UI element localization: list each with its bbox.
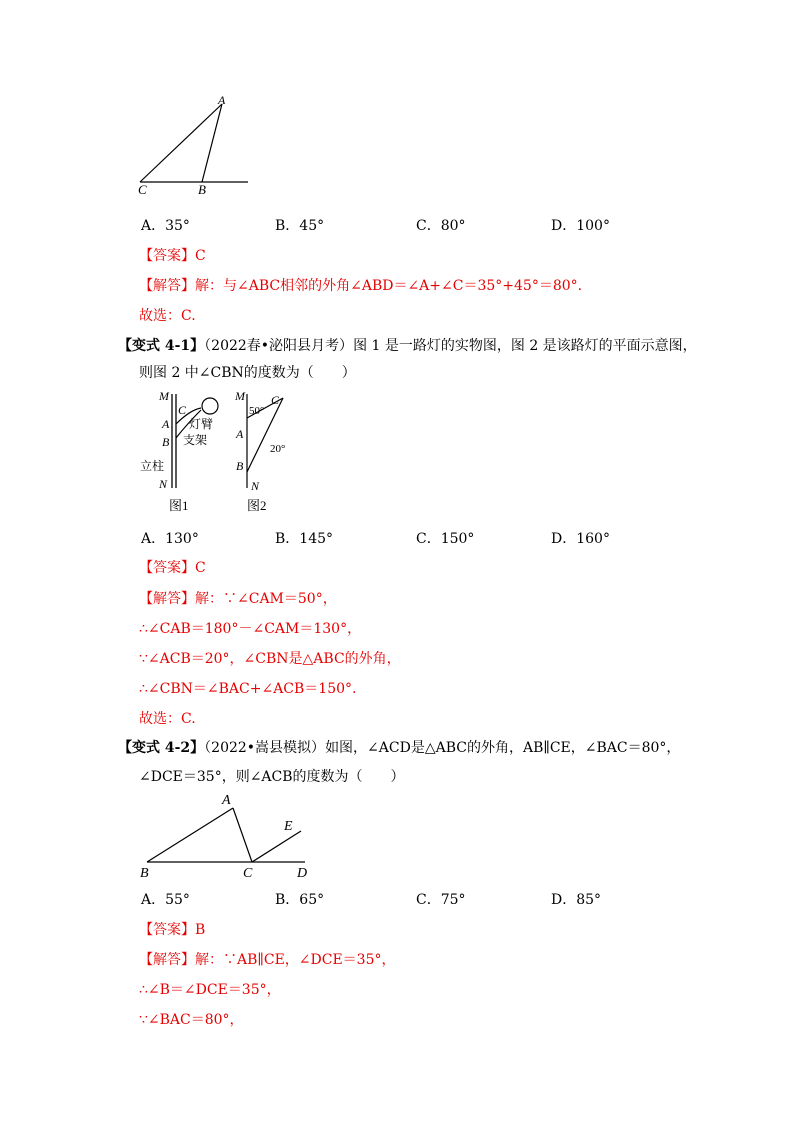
analysis-step-1: 【解答】解：∵AB∥CE，∠DCE＝35°， (139, 952, 396, 968)
analysis-step-3: ∵∠BAC＝80°， (139, 1012, 244, 1028)
analysis-step-4: ∴∠CBN＝∠BAC+∠ACB＝150°. (139, 681, 357, 697)
label-A: A (222, 793, 231, 808)
option-d[interactable]: D．85° (551, 892, 602, 908)
option-c[interactable]: C．150° (416, 531, 475, 547)
fig2-B: B (236, 459, 244, 473)
fig1-C: C (178, 403, 187, 417)
fig2-caption: 图2 (247, 498, 267, 513)
answer: 【答案】C (139, 248, 206, 264)
question-stem (118, 737, 680, 757)
streetlight-figures (135, 388, 315, 518)
question-tag: 【变式 4-1】 (118, 338, 205, 354)
label-C: C (138, 182, 147, 197)
question-stem (118, 335, 697, 355)
question-text: 图 1 是一路灯的实物图，图 2 是该路灯的平面示意图， (353, 338, 697, 354)
analysis-step-3: ∵∠ACB＝20°，∠CBN是△ABC的外角， (139, 651, 401, 667)
answer: 【答案】C (139, 560, 206, 576)
option-b[interactable]: B．145° (275, 531, 334, 547)
option-d[interactable]: D．100° (551, 218, 610, 234)
question-text-line2: ∠DCE＝35°，则∠ACB的度数为（ ） (139, 769, 405, 785)
answer: 【答案】B (139, 922, 206, 938)
fig2-angle-20: 20° (270, 443, 286, 455)
label-C: C (243, 866, 253, 881)
fig1-post: 立柱 (140, 459, 165, 473)
fig2-M: M (235, 389, 245, 403)
option-d[interactable]: D．160° (551, 531, 610, 547)
fig1-N: N (159, 477, 168, 491)
option-b[interactable]: B．65° (275, 892, 325, 908)
option-a[interactable]: A．55° (141, 892, 190, 908)
option-a[interactable]: A．35° (141, 218, 190, 234)
label-D: D (297, 866, 308, 881)
option-b[interactable]: B．45° (275, 218, 325, 234)
triangle-figure-2 (135, 788, 335, 883)
fig1-caption: 图1 (169, 498, 189, 513)
conclusion: 故选：C. (139, 711, 196, 727)
fig1-M: M (159, 389, 169, 403)
conclusion: 故选：C. (139, 308, 196, 324)
option-c[interactable]: C．75° (416, 892, 466, 908)
fig2-N: N (251, 479, 260, 493)
analysis: 【解答】解：与∠ABC相邻的外角∠ABD＝∠A+∠C＝35°+45°＝80°. (139, 278, 583, 294)
triangle-figure-1 (130, 90, 260, 200)
fig1-B: B (162, 435, 170, 449)
question-text: 如图，∠ACD是△ABC的外角，AB∥CE，∠BAC＝80°， (325, 740, 681, 756)
label-A: A (218, 93, 226, 107)
label-E: E (284, 819, 293, 834)
fig1-bracket: 支架 (183, 433, 208, 447)
fig2-angle-50: 50° (249, 405, 265, 417)
question-text-line2: 则图 2 中∠CBN的度数为（ ） (139, 365, 356, 381)
fig2-A: A (236, 427, 244, 441)
label-B: B (140, 866, 149, 881)
analysis-step-2: ∴∠CAB＝180°－∠CAM＝130°， (139, 621, 362, 637)
label-B: B (198, 182, 206, 197)
question-tag: 【变式 4-2】 (118, 740, 205, 756)
question-source: （2022•嵩县模拟） (204, 740, 326, 756)
option-a[interactable]: A．130° (141, 531, 199, 547)
option-c[interactable]: C．80° (416, 218, 466, 234)
analysis-step-1: 【解答】解：∵∠CAM＝50°， (139, 591, 337, 607)
fig2-C: C (271, 393, 280, 407)
question-source: （2022春•泌阳县月考） (204, 338, 354, 354)
fig1-arm: 灯臂 (189, 417, 214, 431)
analysis-step-2: ∴∠B＝∠DCE＝35°， (139, 982, 281, 998)
fig1-A: A (162, 417, 170, 431)
